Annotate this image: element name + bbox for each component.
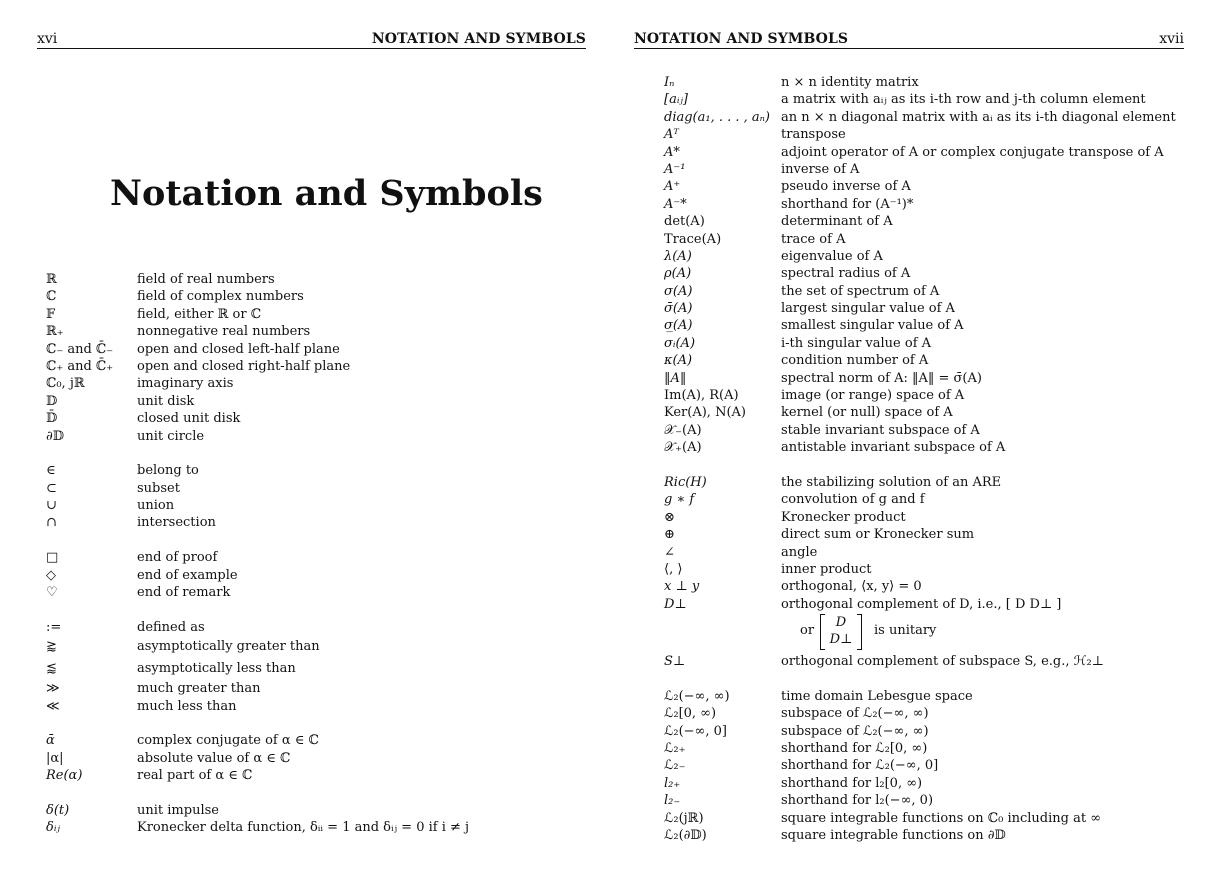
notation-symbol: A⁺ (664, 179, 681, 195)
notation-row (664, 300, 1224, 317)
group-function-spaces (664, 688, 1224, 845)
notation-description: asymptotically less than (137, 661, 296, 677)
notation-row (46, 802, 606, 819)
notation-symbol: σ(A) (664, 283, 693, 299)
notation-description: stable invariant subspace of A (781, 422, 980, 438)
notation-description: shorthand for ℒ₂[0, ∞) (781, 741, 928, 757)
notation-row (46, 358, 606, 375)
unitary-label: is unitary (874, 623, 937, 639)
notation-description: imaginary axis (137, 376, 234, 392)
notation-description: trace of A (781, 231, 846, 247)
notation-row (46, 658, 606, 680)
notation-row (664, 705, 1224, 722)
column-matrix (820, 614, 862, 650)
notation-row (664, 578, 1224, 595)
notation-row (664, 439, 1224, 456)
unitary-matrix-line (664, 613, 1224, 653)
notation-row (664, 723, 1224, 740)
notation-description: absolute value of α ∈ ℂ (137, 750, 291, 766)
notation-description: subset (137, 480, 180, 496)
notation-symbol: ℒ₂₋ (664, 758, 686, 774)
notation-symbol: σ̄(A) (664, 301, 693, 317)
notation-symbol: Iₙ (664, 75, 675, 90)
notation-description: i-th singular value of A (781, 335, 932, 351)
notation-description: unit circle (137, 428, 205, 444)
notation-description: the stabilizing solution of an ARE (781, 474, 1002, 490)
notation-row (46, 584, 606, 601)
notation-description: real part of α ∈ ℂ (137, 768, 253, 784)
notation-symbol: A* (664, 144, 680, 160)
notation-description: much less than (137, 698, 237, 714)
notation-symbol: ℂ₊ and ℂ̄₊ (46, 358, 114, 374)
notation-symbol: g ∗ f (664, 492, 695, 508)
notation-row (46, 306, 606, 323)
notation-row (664, 74, 1224, 91)
notation-symbol: Ric(H) (664, 474, 707, 490)
notation-row (46, 462, 606, 479)
right-page (614, 0, 1228, 869)
notation-row (664, 126, 1224, 143)
notation-row (664, 387, 1224, 404)
matrix-top-entry: D (835, 615, 847, 631)
notation-row (46, 680, 606, 697)
running-head-title: NOTATION AND SYMBOLS (634, 31, 849, 47)
notation-row (46, 341, 606, 358)
notation-symbol: σᵢ(A) (664, 335, 696, 351)
notation-symbol: ⪆ (46, 639, 57, 655)
notation-row (46, 619, 606, 636)
notation-description: orthogonal complement of subspace S, e.g., ℋ₂⊥ (781, 654, 1104, 670)
notation-row (664, 509, 1224, 526)
running-header (37, 30, 586, 49)
notation-row (46, 767, 606, 784)
notation-description: belong to (137, 463, 199, 479)
notation-row (46, 698, 606, 715)
notation-list-left (46, 271, 606, 837)
notation-symbol: ℒ₂(jℝ) (664, 810, 704, 826)
notation-symbol: l₂₋ (664, 793, 681, 809)
notation-symbol: ℒ₂[0, ∞) (664, 706, 717, 722)
notation-symbol: ∠ (664, 544, 675, 560)
notation-symbol: 𝒳₊(A) (664, 440, 702, 456)
notation-symbol: ℒ₂(−∞, ∞) (664, 688, 730, 704)
notation-row (664, 144, 1224, 161)
notation-symbol: S⊥ (664, 654, 686, 670)
notation-symbol: |α| (46, 750, 64, 766)
page-number: xvii (1159, 31, 1184, 47)
notation-row (664, 231, 1224, 248)
notation-description: Kronecker product (781, 509, 906, 525)
notation-symbol: ∈ (46, 463, 56, 479)
notation-symbol: 𝔻 (46, 393, 58, 409)
notation-row (664, 91, 1224, 108)
notation-description: end of proof (137, 550, 218, 566)
notation-description: much greater than (137, 681, 261, 697)
notation-symbol: Ker(A), N(A) (664, 405, 746, 421)
notation-symbol: ℒ₂₊ (664, 741, 686, 757)
notation-row (664, 757, 1224, 774)
notation-symbol: ∪ (46, 498, 57, 514)
notation-description: asymptotically greater than (137, 639, 320, 655)
notation-description: shorthand for (A⁻¹)* (781, 196, 914, 212)
notation-description: smallest singular value of A (781, 318, 964, 334)
notation-description: spectral radius of A (781, 266, 911, 282)
notation-row (46, 567, 606, 584)
notation-description: field of real numbers (137, 272, 275, 287)
notation-row (664, 561, 1224, 578)
notation-row (46, 393, 606, 410)
notation-symbol: [aᵢⱼ] (664, 92, 688, 108)
notation-description: shorthand for ℒ₂(−∞, 0] (781, 758, 939, 774)
notation-description: field of complex numbers (137, 289, 304, 305)
notation-row (664, 474, 1224, 491)
notation-description: field, either ℝ or ℂ (137, 306, 262, 322)
notation-symbol: Aᵀ (664, 127, 679, 143)
notation-symbol: Re(α) (46, 768, 83, 784)
notation-row (46, 410, 606, 427)
notation-symbol: ⊕ (664, 527, 675, 543)
notation-symbol: ρ(A) (664, 266, 692, 282)
group-orthogonal-complement (664, 653, 1224, 670)
notation-symbol: ℂ₋ and ℂ̄₋ (46, 341, 114, 357)
notation-description: convolution of g and f (781, 492, 925, 508)
notation-row (664, 196, 1224, 213)
notation-symbol: 𝔽 (46, 306, 56, 322)
notation-row (664, 526, 1224, 543)
notation-symbol: ⊗ (664, 509, 675, 525)
notation-row (46, 549, 606, 566)
notation-row (664, 109, 1224, 126)
notation-symbol: ≫ (46, 681, 60, 697)
notation-row (46, 636, 606, 658)
notation-symbol: ⟨, ⟩ (664, 561, 683, 577)
notation-description: end of remark (137, 585, 231, 601)
notation-description: unit disk (137, 393, 195, 409)
notation-description: direct sum or Kronecker sum (781, 527, 975, 543)
notation-description: union (137, 498, 175, 514)
notation-description: the set of spectrum of A (781, 283, 940, 299)
notation-row (664, 283, 1224, 300)
notation-row (664, 213, 1224, 230)
notation-row (46, 497, 606, 514)
notation-symbol: ‖A‖ (664, 370, 687, 386)
notation-description: angle (781, 544, 818, 560)
notation-description: adjoint operator of A or complex conjugate transpose of A (781, 144, 1164, 160)
notation-description: condition number of A (781, 353, 929, 369)
notation-description: open and closed left-half plane (137, 341, 340, 357)
notation-description: end of example (137, 567, 238, 583)
page-number: xvi (37, 31, 58, 47)
notation-symbol: δᵢⱼ (46, 820, 60, 836)
notation-description: orthogonal, ⟨x, y⟩ = 0 (781, 579, 922, 595)
notation-row (664, 688, 1224, 705)
notation-description: determinant of A (781, 214, 893, 230)
notation-symbol: ∂𝔻 (46, 428, 64, 444)
notation-description: largest singular value of A (781, 301, 955, 317)
notation-row (46, 750, 606, 767)
notation-row (664, 422, 1224, 439)
notation-row (664, 827, 1224, 844)
notation-symbol: ℝ (46, 272, 57, 287)
notation-symbol: Trace(A) (664, 231, 722, 247)
notation-description: kernel (or null) space of A (781, 405, 953, 421)
notation-description: shorthand for l₂(−∞, 0) (781, 793, 934, 809)
notation-symbol: δ(t) (46, 802, 70, 818)
notation-description: image (or range) space of A (781, 388, 965, 404)
notation-description: time domain Lebesgue space (781, 688, 973, 704)
group-matrix-notation (664, 74, 1224, 457)
notation-description: n × n identity matrix (781, 75, 919, 90)
notation-description: defined as (137, 619, 205, 635)
notation-description: inverse of A (781, 161, 860, 177)
notation-row (664, 404, 1224, 421)
notation-symbol: ◇ (46, 567, 56, 583)
notation-symbol: ∩ (46, 515, 57, 531)
notation-row (664, 178, 1224, 195)
chapter-title: Notation and Symbols (110, 173, 543, 214)
notation-description: pseudo inverse of A (781, 179, 911, 195)
notation-symbol: Im(A), R(A) (664, 388, 739, 404)
notation-description: a matrix with aᵢⱼ as its i-th row and j-th column element (781, 92, 1146, 108)
notation-symbol: diag(a₁, . . . , aₙ) (664, 109, 770, 125)
notation-description: subspace of ℒ₂(−∞, ∞) (781, 723, 929, 739)
notation-row (664, 352, 1224, 369)
notation-row (664, 775, 1224, 792)
notation-description: spectral norm of A: ‖A‖ = σ̄(A) (781, 370, 982, 386)
notation-description: transpose (781, 127, 846, 143)
notation-symbol: λ(A) (664, 248, 692, 264)
notation-symbol: ℂ (46, 289, 57, 305)
notation-row (46, 323, 606, 340)
notation-symbol: 𝔻̄ (46, 411, 58, 427)
notation-row (46, 288, 606, 305)
notation-row (46, 732, 606, 749)
notation-row (664, 317, 1224, 334)
running-header (634, 30, 1184, 49)
notation-description: antistable invariant subspace of A (781, 440, 1006, 456)
notation-row (46, 428, 606, 445)
notation-description: orthogonal complement of D, i.e., [ D D⊥ ] (781, 596, 1062, 612)
notation-row (664, 544, 1224, 561)
running-head-title: NOTATION AND SYMBOLS (371, 31, 586, 47)
notation-symbol: σ̲(A) (664, 318, 693, 334)
notation-symbol: ℝ₊ (46, 324, 64, 340)
notation-description: an n × n diagonal matrix with aᵢ as its i-th diagonal element (781, 109, 1176, 125)
notation-symbol: ℒ₂(−∞, 0] (664, 723, 727, 739)
notation-row (664, 596, 1224, 613)
notation-row (664, 491, 1224, 508)
notation-description: subspace of ℒ₂(−∞, ∞) (781, 706, 929, 722)
notation-symbol: ⪅ (46, 661, 57, 677)
notation-row (664, 335, 1224, 352)
notation-symbol: ≪ (46, 698, 60, 714)
notation-symbol: D⊥ (664, 596, 687, 612)
notation-description: complex conjugate of α ∈ ℂ (137, 733, 319, 749)
notation-symbol: ♡ (46, 585, 58, 601)
notation-row (664, 810, 1224, 827)
notation-row (46, 375, 606, 392)
notation-row (664, 653, 1224, 670)
notation-symbol: ᾱ (46, 733, 55, 749)
notation-description: open and closed right-half plane (137, 358, 351, 374)
group-operators (664, 474, 1224, 613)
notation-description: unit impulse (137, 802, 219, 818)
notation-symbol: □ (46, 550, 59, 566)
notation-description: square integrable functions on ℂ₀ including at ∞ (781, 810, 1102, 826)
notation-description: nonnegative real numbers (137, 324, 311, 340)
notation-row (46, 271, 606, 288)
notation-symbol: 𝒳₋(A) (664, 422, 702, 438)
notation-symbol: ℂ₀, jℝ (46, 376, 85, 392)
notation-row (46, 819, 606, 836)
notation-symbol: l₂₊ (664, 775, 681, 791)
notation-symbol: A⁻¹ (664, 161, 686, 177)
notation-description: Kronecker delta function, δᵢᵢ = 1 and δᵢⱼ = 0 if i ≠ j (137, 820, 470, 836)
notation-description: eigenvalue of A (781, 248, 883, 264)
notation-list-right (664, 74, 1224, 844)
notation-symbol: κ(A) (664, 353, 693, 369)
notation-description: closed unit disk (137, 411, 241, 427)
notation-row (46, 514, 606, 531)
notation-row (46, 480, 606, 497)
notation-row (664, 370, 1224, 387)
notation-description: square integrable functions on ∂𝔻 (781, 828, 1006, 844)
notation-symbol: x ⊥ y (664, 579, 700, 595)
notation-row (664, 740, 1224, 757)
notation-row (664, 265, 1224, 282)
notation-symbol: ℒ₂(∂𝔻) (664, 828, 707, 844)
or-label: or (800, 623, 815, 639)
notation-symbol: := (46, 619, 62, 635)
notation-row (664, 792, 1224, 809)
notation-symbol: ⊂ (46, 480, 57, 496)
notation-description: intersection (137, 515, 216, 531)
notation-description: shorthand for l₂[0, ∞) (781, 775, 923, 791)
notation-symbol: A⁻* (664, 196, 687, 212)
notation-symbol: det(A) (664, 214, 705, 230)
notation-row (664, 248, 1224, 265)
notation-description: inner product (781, 561, 872, 577)
notation-row (664, 161, 1224, 178)
matrix-bottom-entry: D⊥ (829, 632, 853, 648)
